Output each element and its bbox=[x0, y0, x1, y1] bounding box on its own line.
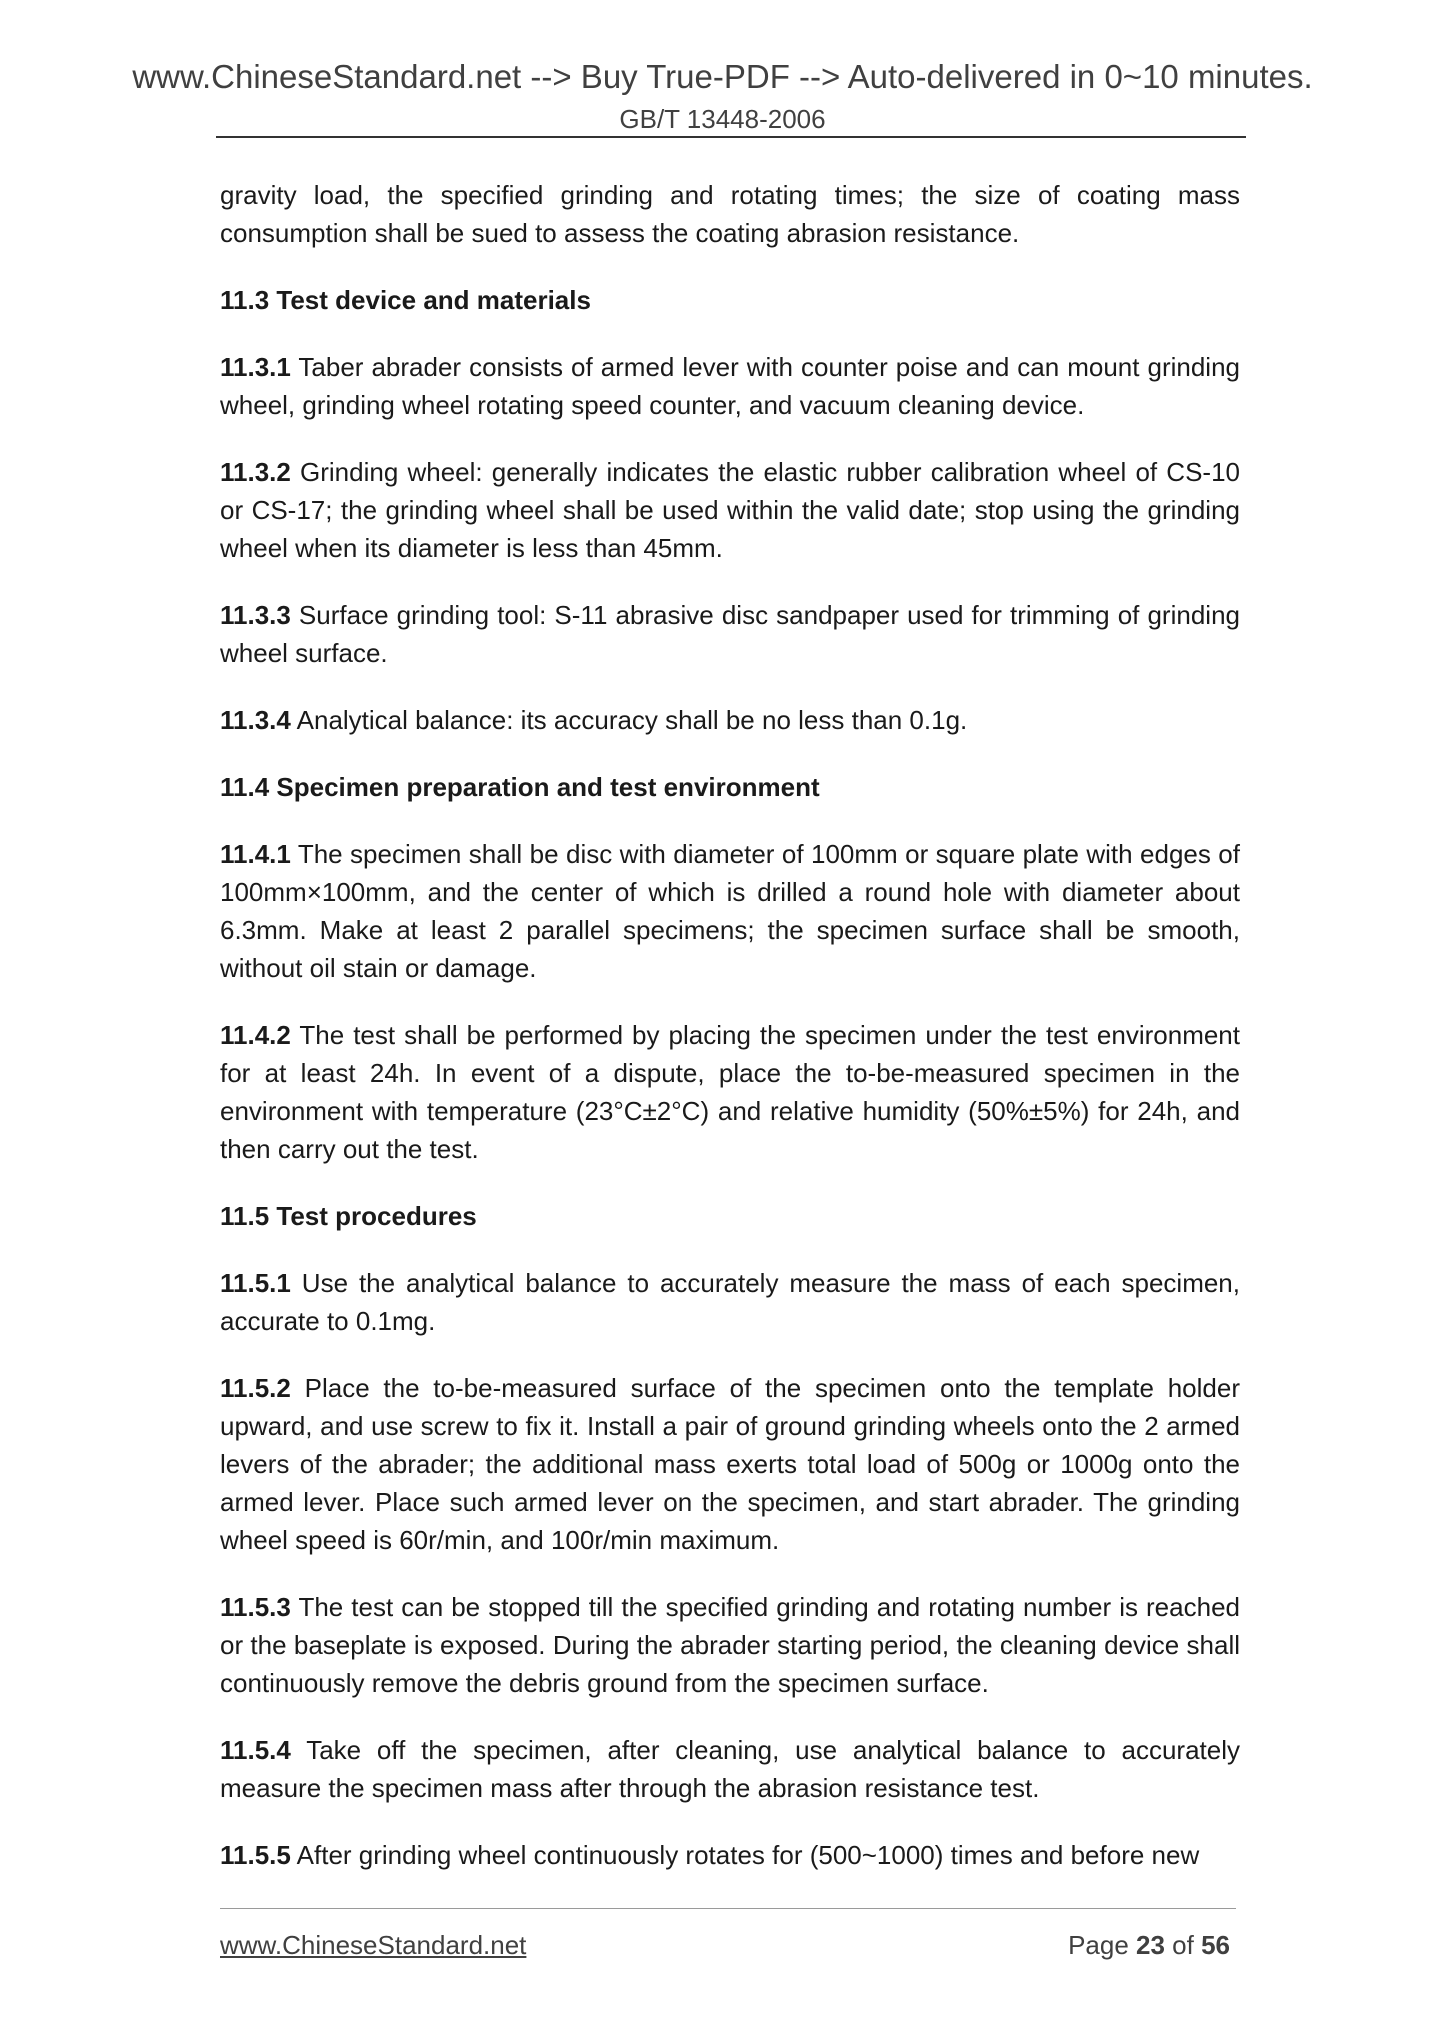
clause-paragraph: 11.3.3 Surface grinding tool: S-11 abrasive disc sandpaper used for trimming of grinding wheel surface. bbox=[220, 600, 1240, 668]
clause-paragraph: 11.3.4 Analytical balance: its accuracy shall be no less than 0.1g. bbox=[220, 705, 968, 735]
section-heading: 11.3 Test device and materials bbox=[220, 285, 591, 315]
clause-number: 11.4.1 bbox=[220, 839, 291, 869]
current-page: 23 bbox=[1136, 1930, 1165, 1960]
clause-paragraph: 11.3.2 Grinding wheel: generally indicates the elastic rubber calibration wheel of CS-10 or CS-17; the grinding wheel shall be used within the valid date; stop using the grinding wheel when its diameter is less than 45mm. bbox=[220, 457, 1240, 563]
total-pages: 56 bbox=[1201, 1930, 1230, 1960]
document-id: GB/T 13448-2006 bbox=[619, 104, 826, 134]
site-banner: www.ChineseStandard.net --> Buy True-PDF --> Auto-delivered in 0~10 minutes. bbox=[132, 58, 1313, 95]
clause-paragraph: 11.5.3 The test can be stopped till the specified grinding and rotating number is reached or the baseplate is exposed. During the abrader starting period, the cleaning device shall continuously remove the debris ground from the specimen surface. bbox=[220, 1592, 1240, 1698]
clause-paragraph: 11.5.2 Place the to-be-measured surface of the specimen onto the template holder upward, and use screw to fix it. Install a pair of ground grinding wheels onto the 2 armed levers of the abrader; the additional mass exerts total load of 500g or 1000g onto the armed lever. Place such armed lever on the specimen, and start abrader. The grinding wheel speed is 60r/min, and 100r/min maximum. bbox=[220, 1373, 1240, 1555]
footer-site-link[interactable]: www.ChineseStandard.net bbox=[220, 1930, 527, 1960]
clause-number: 11.3.1 bbox=[220, 352, 291, 382]
clause-paragraph: 11.3.1 Taber abrader consists of armed lever with counter poise and can mount grinding wheel, grinding wheel rotating speed counter, and vacuum cleaning device. bbox=[220, 352, 1240, 420]
header-rule bbox=[216, 136, 1246, 138]
clause-paragraph: 11.5.5 After grinding wheel continuously rotates for (500~1000) times and before new bbox=[220, 1840, 1200, 1870]
clause-number: 11.3.4 bbox=[220, 705, 291, 735]
clause-number: 11.5.3 bbox=[220, 1592, 291, 1622]
clause-paragraph: 11.5.4 Take off the specimen, after cleaning, use analytical balance to accurately measure the specimen mass after through the abrasion resistance test. bbox=[220, 1735, 1240, 1803]
paragraph: gravity load, the specified grinding and rotating times; the size of coating mass consumption shall be sued to assess the coating abrasion resistance. bbox=[220, 180, 1240, 248]
clause-number: 11.3.2 bbox=[220, 457, 291, 487]
clause-paragraph: 11.5.1 Use the analytical balance to accurately measure the mass of each specimen, accurate to 0.1mg. bbox=[220, 1268, 1240, 1336]
clause-number: 11.5.2 bbox=[220, 1373, 291, 1403]
clause-number: 11.5.4 bbox=[220, 1735, 291, 1765]
section-heading: 11.5 Test procedures bbox=[220, 1201, 477, 1231]
section-heading: 11.4 Specimen preparation and test environment bbox=[220, 772, 820, 802]
page-number: Page 23 of 56 bbox=[1068, 1930, 1230, 1960]
clause-paragraph: 11.4.1 The specimen shall be disc with diameter of 100mm or square plate with edges of 100mm×100mm, and the center of which is drilled a round hole with diameter about 6.3mm. Make at least 2 parallel specimens; the specimen surface shall be smooth, without oil stain or damage. bbox=[220, 839, 1240, 983]
document-body bbox=[220, 176, 1240, 1903]
clause-number: 11.4.2 bbox=[220, 1020, 291, 1050]
clause-number: 11.5.5 bbox=[220, 1840, 291, 1870]
clause-number: 11.3.3 bbox=[220, 600, 291, 630]
clause-paragraph: 11.4.2 The test shall be performed by placing the specimen under the test environment for at least 24h. In event of a dispute, place the to-be-measured specimen in the environment with temperature (23°C±2°C) and relative humidity (50%±5%) for 24h, and then carry out the test. bbox=[220, 1020, 1240, 1164]
clause-number: 11.5.1 bbox=[220, 1268, 291, 1298]
footer-rule bbox=[220, 1908, 1236, 1909]
